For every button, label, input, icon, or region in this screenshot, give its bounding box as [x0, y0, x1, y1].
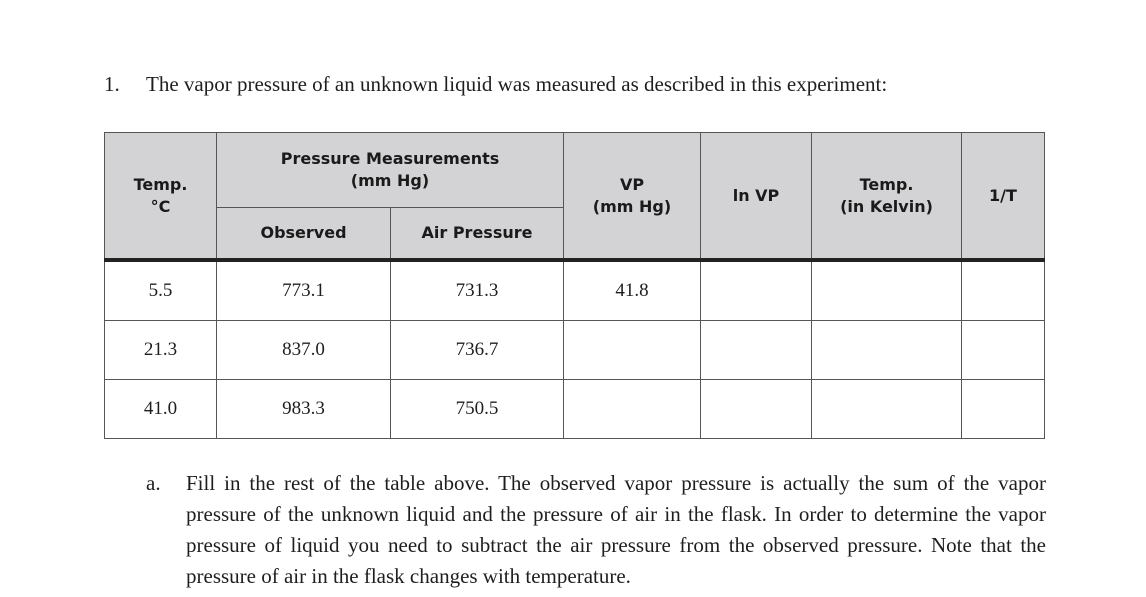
header-temp-celsius: Temp. °C — [105, 133, 217, 261]
cell-observed: 837.0 — [217, 321, 391, 380]
cell-ln-vp — [701, 380, 812, 439]
question-number: 1. — [104, 72, 120, 96]
cell-vp: 41.8 — [564, 260, 701, 321]
cell-temp: 41.0 — [105, 380, 217, 439]
header-pressure-measurements: Pressure Measurements (mm Hg) — [217, 133, 564, 208]
subquestion-text: Fill in the rest of the table above. The observed vapor pressure is actually the sum of the vapor pressure of the unknown liquid and the pressure of air in the flask. In order to determine the vapor pressure of liquid you need to subtract the air pressure from the observed pressure. Note that the pressure of air in the flask changes with temperature. — [186, 471, 1046, 588]
cell-temp-kelvin — [812, 380, 962, 439]
cell-vp — [564, 321, 701, 380]
cell-ln-vp — [701, 321, 812, 380]
table-row — [105, 260, 1045, 321]
cell-temp-kelvin — [812, 321, 962, 380]
cell-air-pressure: 750.5 — [391, 380, 564, 439]
cell-inverse-t — [962, 321, 1045, 380]
subquestion-a — [146, 468, 1046, 592]
cell-air-pressure: 736.7 — [391, 321, 564, 380]
table-row — [105, 321, 1045, 380]
cell-temp: 5.5 — [105, 260, 217, 321]
cell-ln-vp — [701, 260, 812, 321]
subquestion-letter: a. — [146, 471, 161, 495]
cell-observed: 983.3 — [217, 380, 391, 439]
question-text: The vapor pressure of an unknown liquid was measured as described in this experiment: — [146, 72, 888, 96]
header-ln-vp: ln VP — [701, 133, 812, 261]
header-vp: VP (mm Hg) — [564, 133, 701, 261]
table-row — [105, 380, 1045, 439]
question-1 — [104, 72, 887, 97]
cell-air-pressure: 731.3 — [391, 260, 564, 321]
cell-temp: 21.3 — [105, 321, 217, 380]
cell-vp — [564, 380, 701, 439]
header-observed: Observed — [217, 208, 391, 261]
header-temp-kelvin: Temp. (in Kelvin) — [812, 133, 962, 261]
cell-temp-kelvin — [812, 260, 962, 321]
cell-inverse-t — [962, 260, 1045, 321]
cell-observed: 773.1 — [217, 260, 391, 321]
header-air-pressure: Air Pressure — [391, 208, 564, 261]
vapor-pressure-table — [104, 132, 1045, 439]
cell-inverse-t — [962, 380, 1045, 439]
header-inverse-t: 1/T — [962, 133, 1045, 261]
